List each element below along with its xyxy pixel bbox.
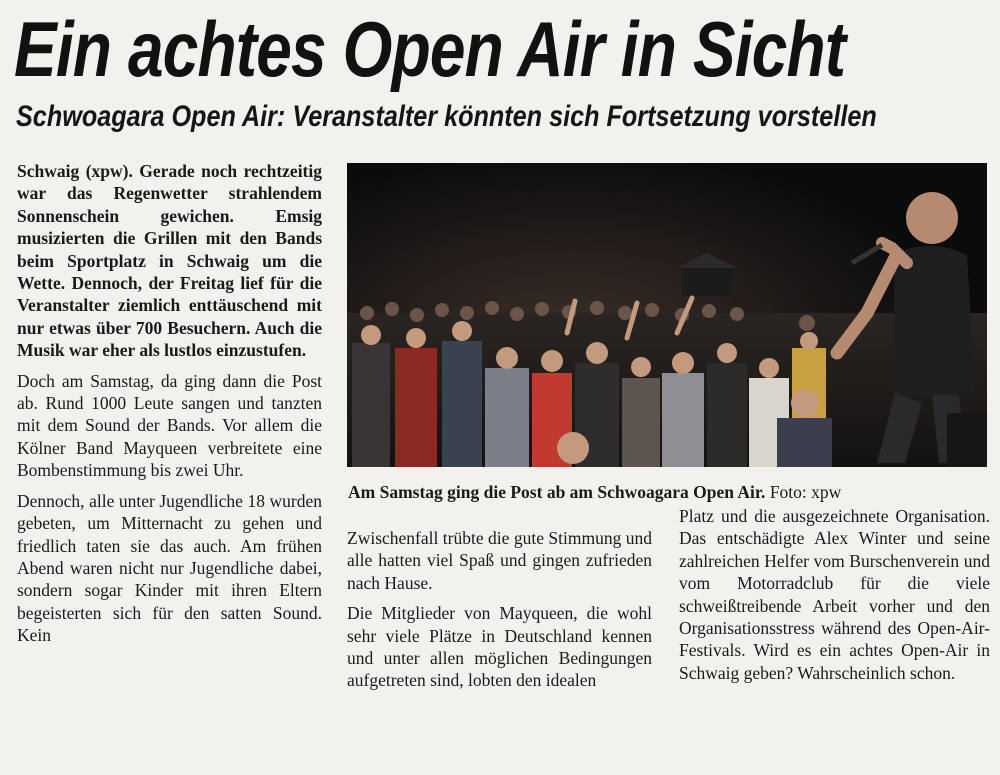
concert-photo <box>347 163 987 467</box>
photo-caption <box>348 481 988 503</box>
column-3 <box>679 505 990 692</box>
lead-paragraph: Schwaig (xpw). Gerade noch rechtzeitig war das Regenwetter strahlendem Sonnenschein gewichen. Emsig musizierten die Grillen mit den Bands beim Sportplatz in Schwaig um die Wette. Dennoch, der Freitag lief für die Veranstalter ziemlich enttäuschend mit nur etwas über 700 Besuchern. Auch die Musik war eher als lustlos einzustufen. <box>17 161 322 361</box>
column-1 <box>17 160 322 655</box>
subheadline: Schwoagara Open Air: Veranstalter könnten sich Fortsetzung vorstellen <box>16 100 877 133</box>
headline: Ein achtes Open Air in Sicht <box>14 5 846 93</box>
photo-credit: Foto: xpw <box>769 482 842 502</box>
paragraph-3-continued: Platz und die ausgezeichnete Organisation. Das entschädigte Alex Winter und seine zahlreichen Helfer vom Burschenverein und vom Motorradclub für die viele schweißtreibende Arbeit vorher und den Organisationsstress während des Open-Air-Festivals. Wird es ein achtes Open-Air in Schwaig geben? Wahrscheinlich schon. <box>679 506 990 683</box>
paragraph-1: Doch am Samstag, da ging dann die Post ab. Rund 1000 Leute sangen und tanzten mit dem Sound der Bands. Vor allem die Kölner Band Mayqueen verbreitete eine Bombenstimmung bis zwei Uhr. <box>17 370 322 481</box>
paragraph-2: Dennoch, alle unter Jugendliche 18 wurden gebeten, um Mitternacht zu gehen und friedlich taten sie das auch. Am frühen Abend waren nicht nur Jugendliche dabei, sondern sogar Kinder mit ihren Eltern begeisterten sich für den satten Sound. Kein <box>17 490 322 646</box>
column-2 <box>347 527 652 700</box>
paragraph-3: Die Mitglieder von Mayqueen, die wohl sehr viele Plätze in Deutschland kennen und unter allen möglichen Bedingungen aufgetreten sind, lobten den idealen <box>347 603 652 691</box>
paragraph-2-continued: Zwischenfall trübte die gute Stimmung und alle hatten viel Spaß und gingen zufrieden nach Hause. <box>347 528 652 593</box>
caption-text: Am Samstag ging die Post ab am Schwoagara Open Air. <box>348 482 766 502</box>
